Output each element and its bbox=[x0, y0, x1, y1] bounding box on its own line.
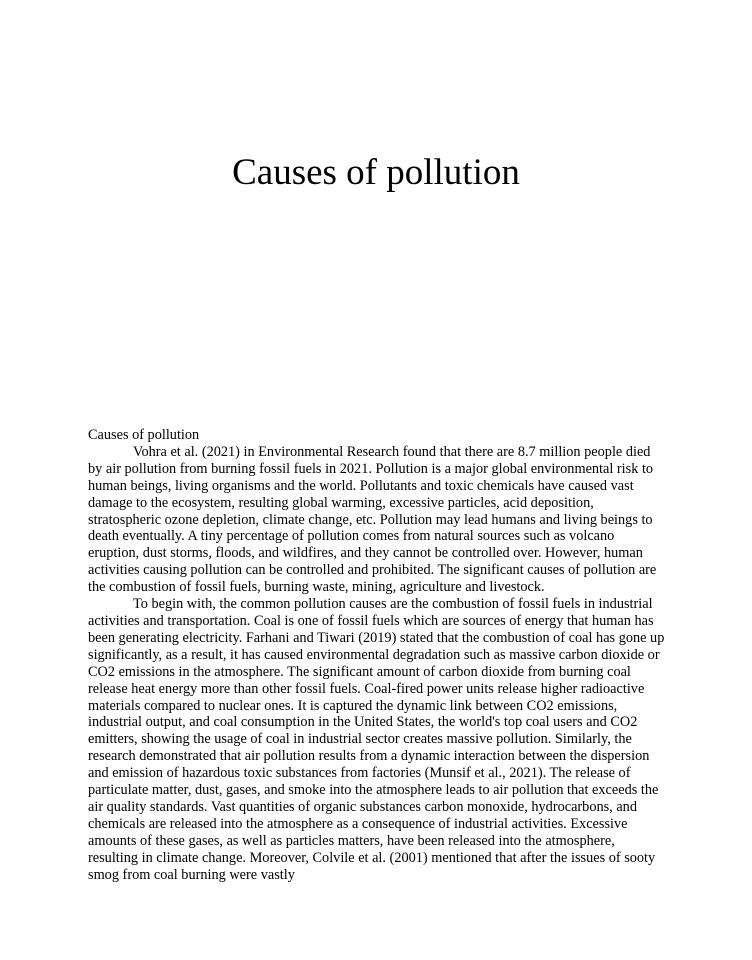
paragraph-intro: Vohra et al. (2021) in Environmental Research found that there are 8.7 million people died by air pollution from burning fossil fuels in 2021. Pollution is a major global environmental risk to human beings, living organisms and the world. Pollutants and toxic chemicals have caused vast damage to the ecosystem, resulting global warming, excessive particles, acid deposition, stratospheric ozone depletion, climate change, etc. Pollution may lead humans and living beings to death eventually. A tiny percentage of pollution comes from natural sources such as volcano eruption, dust storms, floods, and wildfires, and they cannot be controlled over. However, human activities causing pollution can be controlled and prohibited. The significant causes of pollution are the combustion of fossil fuels, burning waste, mining, agriculture and livestock. bbox=[88, 443, 657, 596]
paragraph-fossil-fuels: To begin with, the common pollution causes are the combustion of fossil fuels in industrial activities and transportation. Coal is one of fossil fuels which are sources of energy that human has been generating electricity. Farhani and Tiwari (2019) stated that the combustion of coal has gone up significantly, as a result, it has caused environmental degradation such as massive carbon dioxide or CO2 emissions in the atmosphere. The significant amount of carbon dioxide from burning coal release heat energy more than other fossil fuels. Coal-fired power units release higher radioactive materials compared to nuclear ones. It is captured the dynamic link between CO2 emissions, industrial output, and coal consumption in the United States, the world's top coal users and CO2 emitters, showing the usage of coal in industrial sector creates massive pollution. Similarly, the research demonstrated that air pollution results from a dynamic interaction between the dispersion and emission of hazardous toxic substances from factories (Munsif et al., 2021). The release of particulate matter, dust, gases, and smoke into the atmosphere leads to air pollution that exceeds the air quality standards. Vast quantities of organic substances carbon monoxide, hydrocarbons, and chemicals are released into the atmosphere as a consequence of industrial activities. Excessive amounts of these gases, as well as particles matters, have been released into the atmosphere, resulting in climate change. Moreover, Colvile et al. (2001) mentioned that after the issues of sooty smog from coal burning were vastly bbox=[88, 596, 665, 883]
page-title: Causes of pollution bbox=[232, 152, 520, 193]
document-body bbox=[88, 427, 666, 883]
section-heading: Causes of pollution bbox=[88, 427, 200, 443]
